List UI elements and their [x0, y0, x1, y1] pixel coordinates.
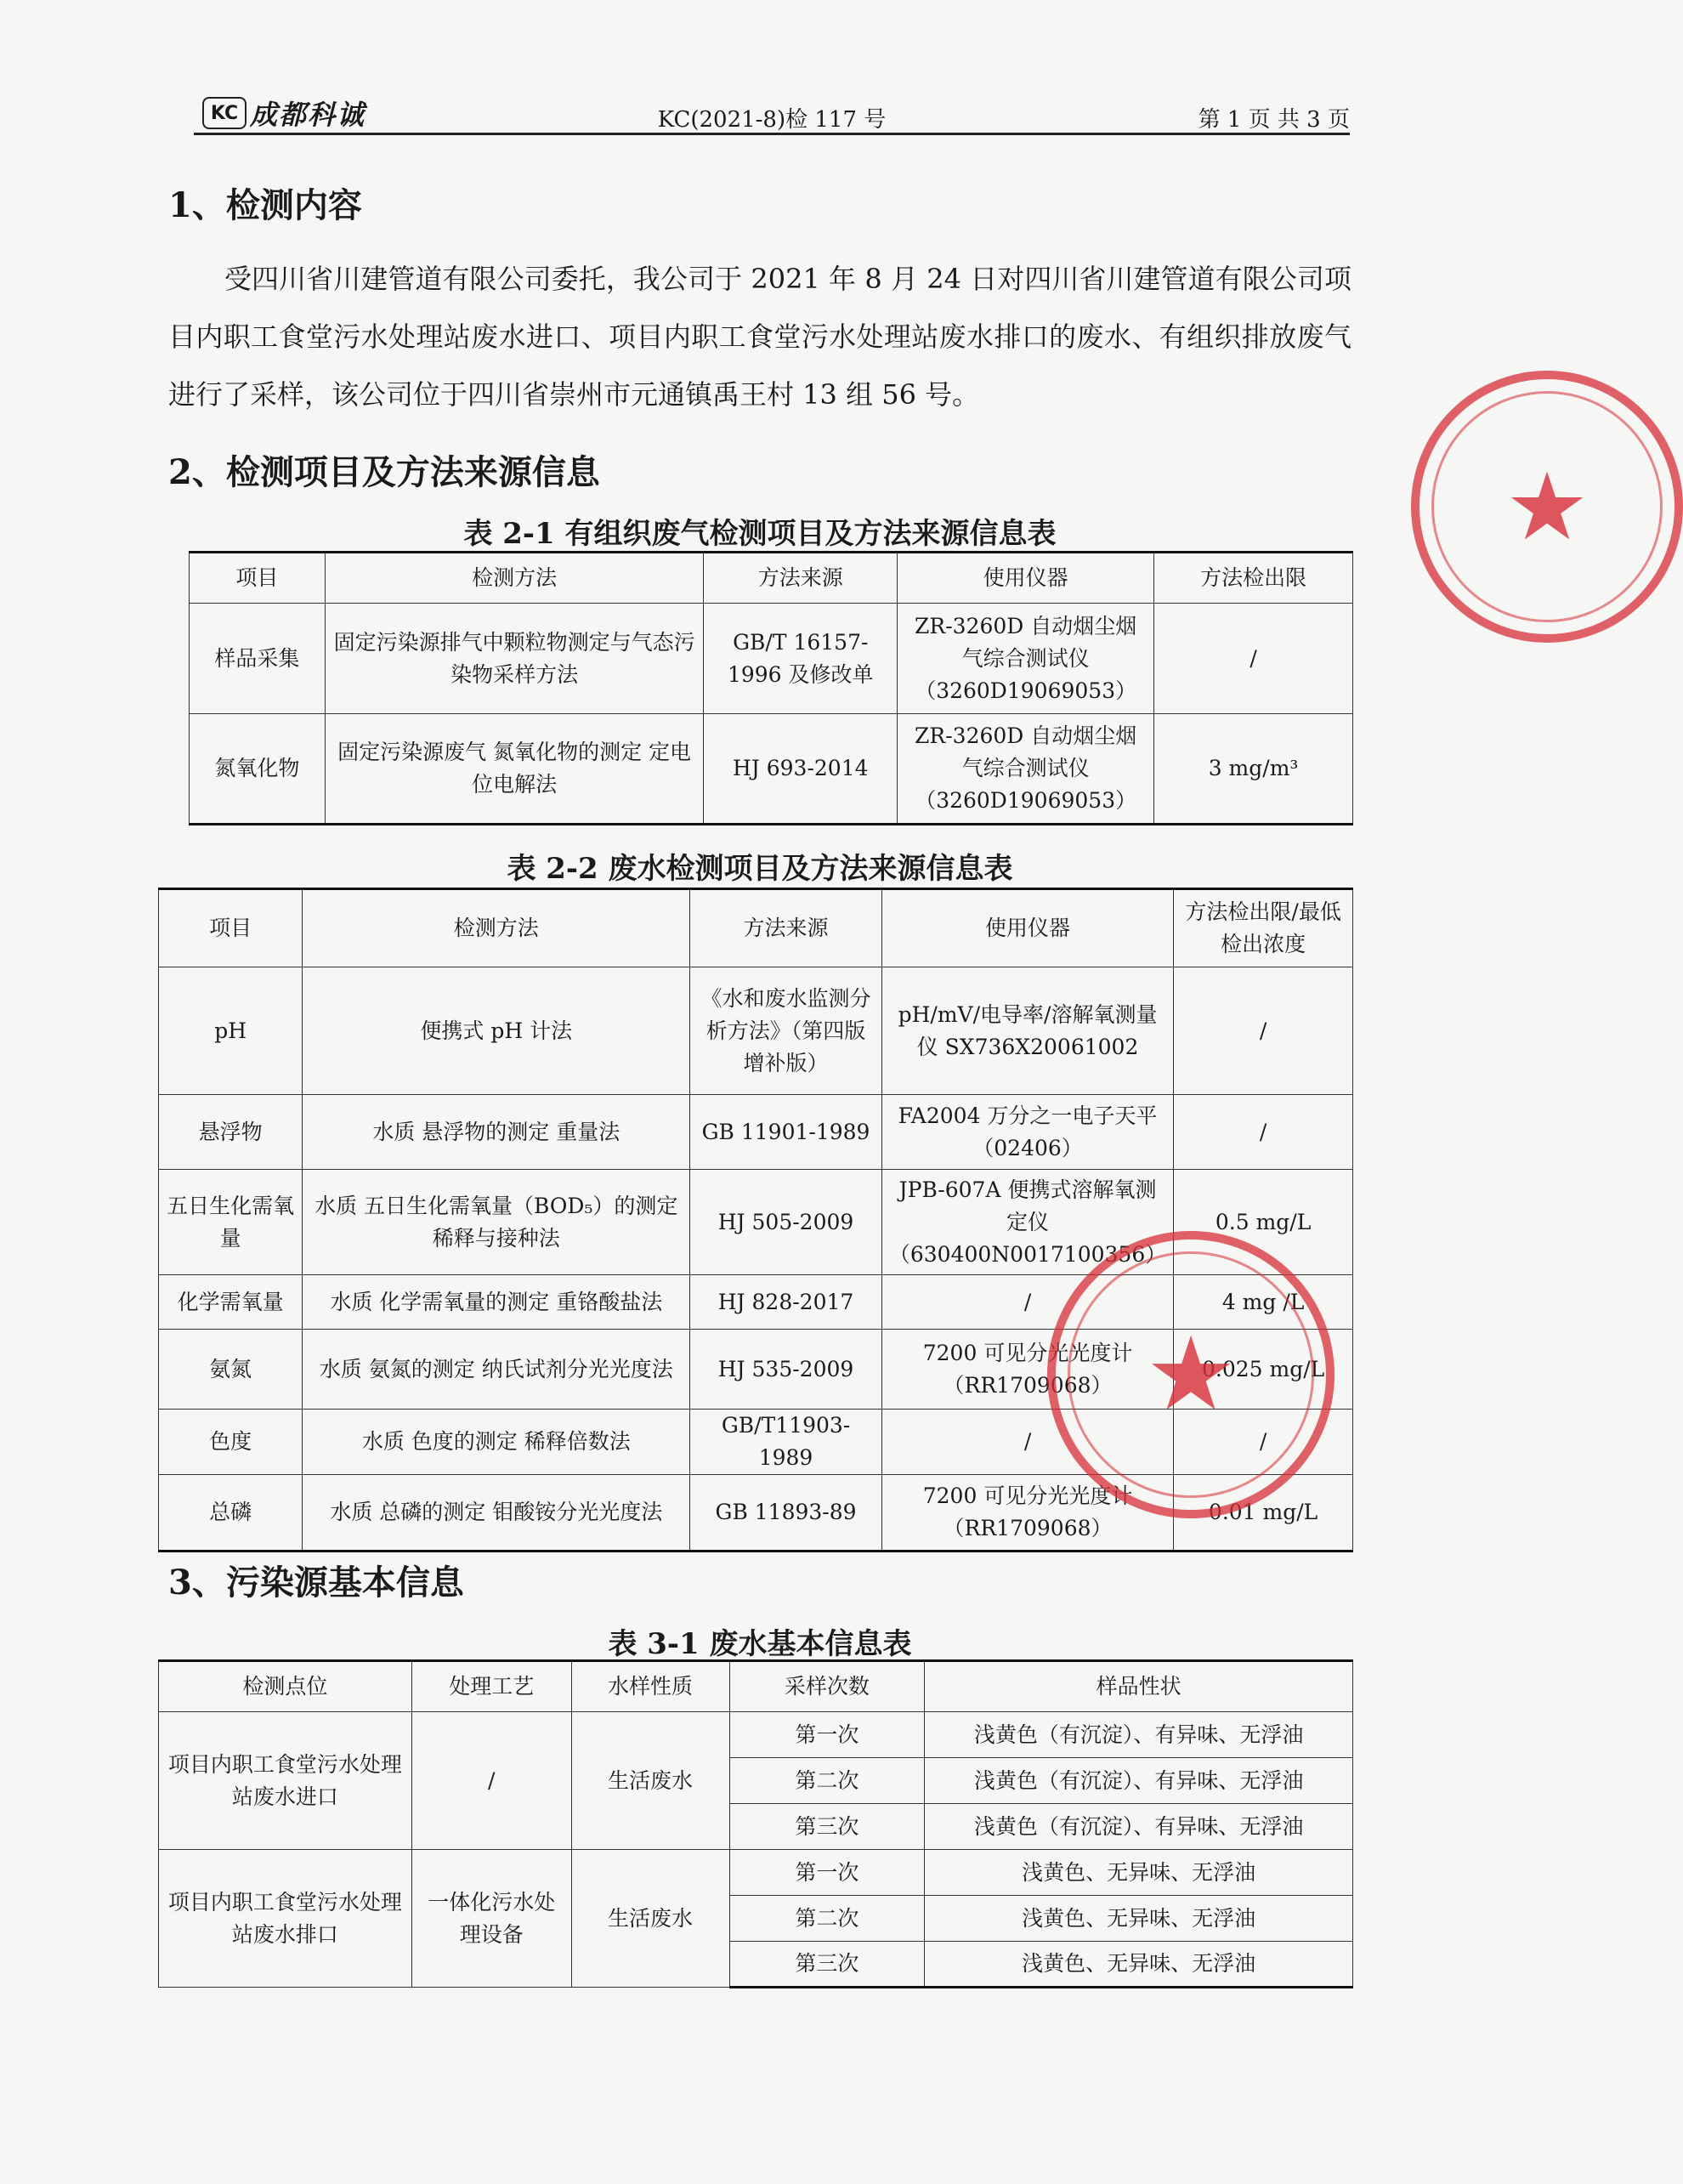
- table-cell: 浅黄色（有沉淀）、有异味、无浮油: [925, 1758, 1353, 1804]
- table-cell: GB/T11903-1989: [690, 1410, 882, 1475]
- table-cell: GB 11901-1989: [690, 1095, 882, 1170]
- table-cell: 水质 化学需氧量的测定 重铬酸盐法: [303, 1275, 690, 1330]
- table-cell: 第二次: [729, 1896, 925, 1942]
- red-seal-stamp-center: [1047, 1231, 1334, 1518]
- table-cell: HJ 693-2014: [704, 714, 898, 825]
- table-header-cell: 处理工艺: [411, 1661, 571, 1712]
- table-cell: 色度: [159, 1410, 303, 1475]
- page-number: 第 1 页 共 3 页: [1198, 107, 1350, 133]
- table-row: [159, 1712, 1353, 1758]
- section-3-title: 3、污染源基本信息: [168, 1563, 464, 1603]
- table-cell: 第三次: [729, 1804, 925, 1850]
- table-cell: 化学需氧量: [159, 1275, 303, 1330]
- star-icon: ★: [1504, 452, 1590, 561]
- table-cell: 总磷: [159, 1475, 303, 1551]
- table-2-1-caption: 表 2-1 有组织废气检测项目及方法来源信息表: [463, 517, 1057, 551]
- table-cell: 0.01 mg/L: [1174, 1475, 1353, 1551]
- table-cell: 第一次: [729, 1712, 925, 1758]
- table-cell: 第二次: [729, 1758, 925, 1804]
- table-cell: 固定污染源排气中颗粒物测定与气态污染物采样方法: [325, 604, 703, 714]
- table-cell: 固定污染源废气 氮氧化物的测定 定电位电解法: [325, 714, 703, 825]
- table-cell: 7200 可见分光光度计（RR1709068）: [881, 1475, 1173, 1551]
- table-2-2-caption: 表 2-2 废水检测项目及方法来源信息表: [507, 852, 1013, 886]
- table-cell: FA2004 万分之一电子天平（02406）: [881, 1095, 1173, 1170]
- table-cell: HJ 505-2009: [690, 1170, 882, 1275]
- table-cell: 氮氧化物: [190, 714, 326, 825]
- table-header-cell: 检测点位: [159, 1661, 412, 1712]
- table-header-cell: 水样性质: [571, 1661, 729, 1712]
- section-1-paragraph: 受四川省川建管道有限公司委托，我公司于 2021 年 8 月 24 日对四川省川建管道有限公司项目内职工食堂污水处理站废水进口、项目内职工食堂污水处理站废水排口的废水、有组织排放废气进行了采样，该公司位于四川省崇州市元通镇禹王村 13 组 56 号。: [168, 263, 1352, 411]
- table-cell: 样品采集: [190, 604, 326, 714]
- table-header-cell: 方法来源: [704, 553, 898, 604]
- table-cell: 水质 五日生化需氧量（BOD₅）的测定 稀释与接种法: [303, 1170, 690, 1275]
- table-cell: 五日生化需氧量: [159, 1170, 303, 1275]
- table-cell: 浅黄色、无异味、无浮油: [925, 1850, 1353, 1896]
- table-cell: 水质 氨氮的测定 纳氏试剂分光光度法: [303, 1330, 690, 1410]
- table-cell: 浅黄色（有沉淀）、有异味、无浮油: [925, 1712, 1353, 1758]
- table-cell: GB/T 16157-1996 及修改单: [704, 604, 898, 714]
- table-cell: /: [881, 1275, 1173, 1330]
- table-3-1-caption: 表 3-1 废水基本信息表: [608, 1627, 912, 1661]
- table-row: [159, 967, 1353, 1095]
- table-cell: 0.5 mg/L: [1174, 1170, 1353, 1275]
- table-cell: ZR-3260D 自动烟尘烟气综合测试仪（3260D19069053）: [898, 604, 1154, 714]
- table-header-cell: 样品性状: [925, 1661, 1353, 1712]
- table-header-cell: 项目: [159, 889, 303, 967]
- table-cell: /: [1174, 1410, 1353, 1475]
- document-code: KC(2021-8)检 117 号: [657, 107, 887, 133]
- table-cell: JPB-607A 便携式溶解氧测定仪（630400N0017100356）: [881, 1170, 1173, 1275]
- table-header-cell: 采样次数: [729, 1661, 925, 1712]
- table-header-cell: 检测方法: [325, 553, 703, 604]
- company-name: 成都科诚: [250, 99, 366, 131]
- table-cell: 水质 色度的测定 稀释倍数法: [303, 1410, 690, 1475]
- section-1-title: 1、检测内容: [168, 185, 362, 225]
- table-row: [190, 714, 1353, 825]
- table-cell: /: [1174, 967, 1353, 1095]
- table-cell: pH: [159, 967, 303, 1095]
- table-cell: /: [881, 1410, 1173, 1475]
- table-cell: /: [1154, 604, 1353, 714]
- page-header: [194, 88, 1350, 135]
- table-cell: GB 11893-89: [690, 1475, 882, 1551]
- table-cell: 氨氮: [159, 1330, 303, 1410]
- table-cell: HJ 535-2009: [690, 1330, 882, 1410]
- table-cell: ZR-3260D 自动烟尘烟气综合测试仪（3260D19069053）: [898, 714, 1154, 825]
- table-cell: 生活废水: [571, 1712, 729, 1850]
- kc-logo-icon: KC: [202, 97, 246, 129]
- table-cell: 浅黄色（有沉淀）、有异味、无浮油: [925, 1804, 1353, 1850]
- table-cell: 一体化污水处理设备: [411, 1850, 571, 1988]
- table-header-cell: 方法检出限: [1154, 553, 1353, 604]
- table-cell: 浅黄色、无异味、无浮油: [925, 1896, 1353, 1942]
- table-cell: 3 mg/m³: [1154, 714, 1353, 825]
- table-2-1: [189, 551, 1353, 825]
- table-cell: pH/mV/电导率/溶解氧测量仪 SX736X20061002: [881, 967, 1173, 1095]
- table-header-cell: 方法检出限/最低检出浓度: [1174, 889, 1353, 967]
- table-header-cell: 项目: [190, 553, 326, 604]
- table-cell: 悬浮物: [159, 1095, 303, 1170]
- red-seal-stamp-right: [1411, 371, 1683, 643]
- table-row: [190, 604, 1353, 714]
- table-header-cell: 检测方法: [303, 889, 690, 967]
- table-cell: 水质 总磷的测定 钼酸铵分光光度法: [303, 1475, 690, 1551]
- table-row: [159, 1850, 1353, 1896]
- table-header-cell: 方法来源: [690, 889, 882, 967]
- table-cell: /: [1174, 1095, 1353, 1170]
- table-cell: 水质 悬浮物的测定 重量法: [303, 1095, 690, 1170]
- table-cell: 项目内职工食堂污水处理站废水进口: [159, 1712, 412, 1850]
- section-2-title: 2、检测项目及方法来源信息: [168, 452, 600, 492]
- table-cell: 生活废水: [571, 1850, 729, 1988]
- table-cell: 浅黄色、无异味、无浮油: [925, 1942, 1353, 1988]
- star-icon: ★: [1145, 1315, 1237, 1434]
- table-3-1: [158, 1659, 1353, 1988]
- table-cell: /: [411, 1712, 571, 1850]
- table-header-cell: 使用仪器: [881, 889, 1173, 967]
- table-cell: 0.025 mg/L: [1174, 1330, 1353, 1410]
- table-cell: HJ 828-2017: [690, 1275, 882, 1330]
- table-cell: 便携式 pH 计法: [303, 967, 690, 1095]
- table-cell: 第三次: [729, 1942, 925, 1988]
- table-header-cell: 使用仪器: [898, 553, 1154, 604]
- table-cell: 4 mg /L: [1174, 1275, 1353, 1330]
- table-cell: 《水和废水监测分析方法》（第四版增补版）: [690, 967, 882, 1095]
- table-row: [159, 1095, 1353, 1170]
- table-cell: 项目内职工食堂污水处理站废水排口: [159, 1850, 412, 1988]
- table-cell: 第一次: [729, 1850, 925, 1896]
- table-cell: 7200 可见分光光度计（RR1709068）: [881, 1330, 1173, 1410]
